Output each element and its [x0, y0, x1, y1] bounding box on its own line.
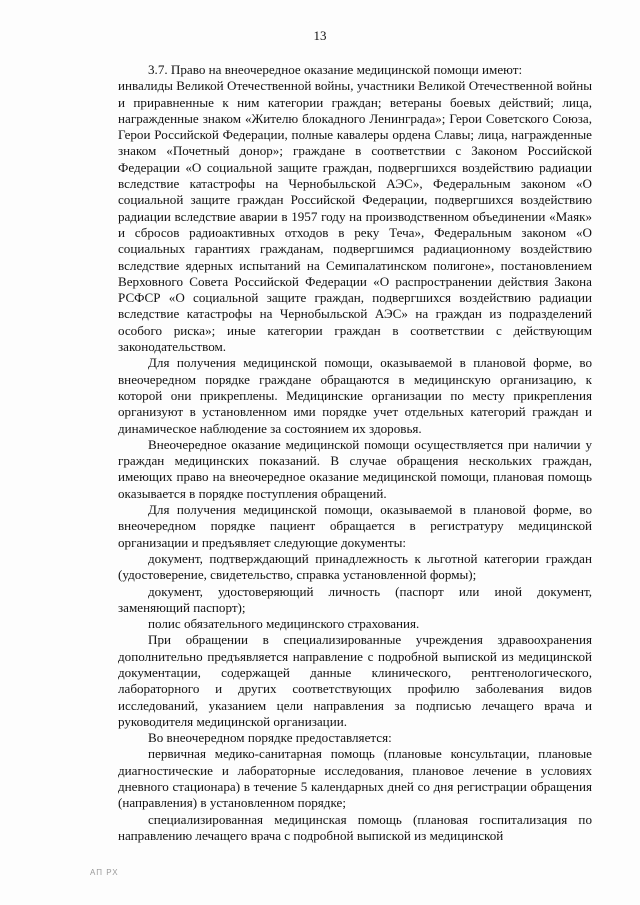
paragraph: Во внеочередном порядке предоставляется:	[148, 730, 392, 746]
paragraph: Для получения медицинской помощи, оказываемой в плановой форме, во внеочередном порядке пациент обращается в регистратуру медицинской организации и предъявляет следующие документы:	[118, 502, 592, 550]
page-number: 13	[313, 28, 327, 43]
footer-mark: АП РХ	[90, 868, 119, 877]
paragraph: документ, удостоверяющий личность (паспорт или иной документ, заменяющий паспорт);	[118, 583, 592, 615]
paragraph: Для получения медицинской помощи, оказываемой в плановой форме, во внеочередном порядке граждане обращаются в медицинскую организацию, к которой они прикреплены. Медицинские организации по месту прикрепления организуют в установленном ими порядке учет отдельных категорий граждан и динамическое наблюдение за состоянием их здоровья.	[118, 355, 592, 436]
document-body	[118, 62, 592, 844]
section-heading: 3.7. Право на внеочередное оказание медицинской помощи имеют:	[148, 62, 523, 77]
paragraph: При обращении в специализированные учреждения здравоохранения дополнительно предъявляется направление с подробной выпиской из медицинской документации, содержащей данные клинического, рентгенологического, лабораторного и других соответствующих профилю заболевания видов исследований, указанием цели направления за подписью лечащего врача и руководителя медицинской организации.	[118, 632, 592, 729]
paragraph: первичная медико-санитарная помощь (плановые консультации, плановые диагностические и лабораторные исследования, плановое лечение в условиях дневного стационара) в течение 5 календарных дней со дня регистрации обращения (направления) в установленном порядке;	[118, 746, 592, 811]
paragraph: инвалиды Великой Отечественной войны, участники Великой Отечественной войны и приравненные к ним категории граждан; ветераны боевых действий; лица, награжденные знаком «Жителю блокадного Ленинграда»; Герои Советского Союза, Герои Российской Федерации, полные кавалеры ордена Славы; лица, награжденные знаком «Почетный донор»; граждане в соответствии с Законом Российской Федерации «О социальной защите граждан, подвергшихся воздействию радиации вследствие катастрофы на Чернобыльской АЭС», Федеральным законом «О социальной защите граждан Российской Федерации, подвергшихся воздействию радиации вследствие аварии в 1957 году на производственном объединении «Маяк» и сбросов радиоактивных отходов в реку Теча», Федеральным законом «О социальных гарантиях гражданам, подвергшимся радиационному воздействию вследствие ядерных испытаний на Семипалатинском полигоне», постановлением Верховного Совета Российской Федерации «О распространении действия Закона РСФСР «О социальной защите граждан, подвергшихся воздействию радиации вследствие катастрофы на Чернобыльской АЭС» на граждан из подразделений особого риска»; иные категории граждан в соответствии с действующим законодательством.	[118, 78, 592, 355]
paragraph: документ, подтверждающий принадлежность к льготной категории граждан (удостоверение, свидетельство, справка установленной формы);	[118, 550, 592, 583]
paragraph: полис обязательного медицинского страхования.	[148, 616, 420, 632]
paragraph: специализированная медицинская помощь (плановая госпитализация по направлению лечащего врача с подробной выпиской из медицинской	[118, 811, 592, 843]
paragraph: Внеочередное оказание медицинской помощи осуществляется при наличии у граждан медицинских показаний. В случае обращения нескольких граждан, имеющих право на внеочередное оказание медицинской помощи, плановая помощь оказывается в порядке поступления обращений.	[118, 436, 592, 501]
